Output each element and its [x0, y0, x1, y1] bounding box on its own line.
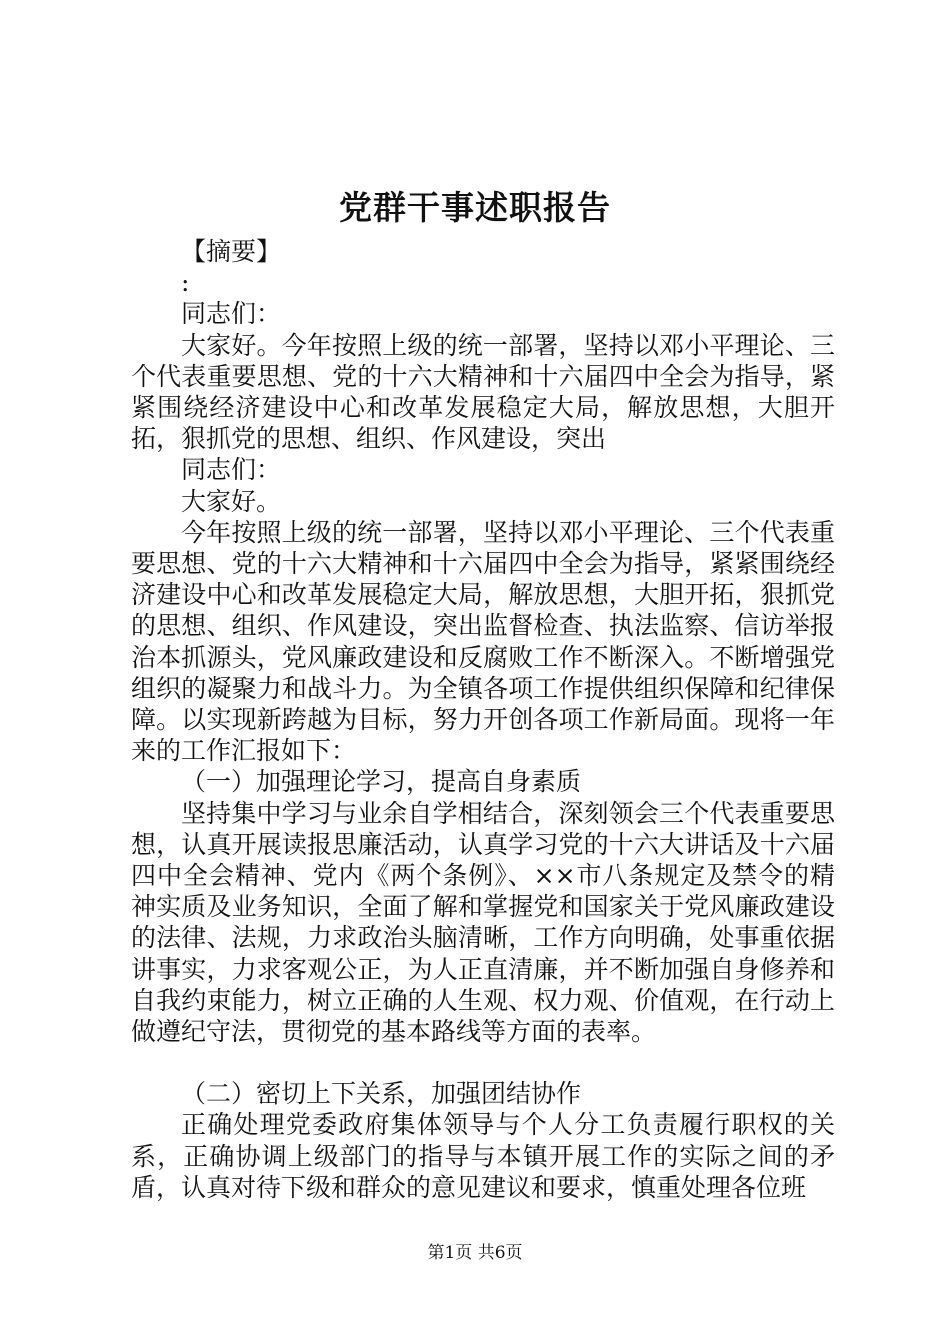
abstract-heading: 【摘要】 [181, 237, 282, 266]
abstract-colon: : [181, 268, 190, 298]
greeting: 大家好。 [181, 486, 282, 516]
section-paragraph-2: 正确处理党委政府集体领导与个人分工负责履行职权的关系，正确协调上级部门的指导与本镇开展工作的实际之间的矛盾，认真对待下级和群众的意见建议和要求，慎重处理各位班 [131, 1110, 835, 1202]
salutation-repeat: 同志们： [181, 455, 282, 485]
section-paragraph-1: 坚持集中学习与业余自学相结合，深刻领会三个代表重要思想，认真开展读报思廉活动，认真学习党的十六大讲话及十六届四中全会精神、党内《两个条例》、××市八条规定及禁令的精神实质及业务知识，全面了解和掌握党和国家关于党风廉政建设的法律、法规，力求政治头脑清晰，工作方向明确，处事重依据讲事实，力求客观公正，为人正直清廉，并不断加强自身修养和自我约束能力，树立正确的人生观、权力观、价值观，在行动上做遵纪守法，贯彻党的基本路线等方面的表率。 [131, 798, 835, 1047]
abstract-paragraph: 大家好。今年按照上级的统一部署，坚持以邓小平理论、三个代表重要思想、党的十六大精神和十六届四中全会为指导，紧紧围绕经济建设中心和改革发展稳定大局，解放思想，大胆开拓，狠抓党的思想、组织、作风建设，突出 [131, 330, 835, 454]
section-heading-1: （一）加强理论学习，提高自身素质 [181, 767, 582, 797]
document-body [131, 236, 835, 1203]
salutation: 同志们： [181, 299, 282, 329]
document-title: 党群干事述职报告 [339, 188, 611, 227]
paragraph-spacer [131, 1047, 835, 1078]
intro-paragraph: 今年按照上级的统一部署，坚持以邓小平理论、三个代表重要思想、党的十六大精神和十六届四中全会为指导，紧紧围绕经济建设中心和改革发展稳定大局，解放思想，大胆开拓，狠抓党的思想、组织、作风建设，突出监督检查、执法监察、信访举报治本抓源头，党风廉政建设和反腐败工作不断深入。不断增强党组织的凝聚力和战斗力。为全镇各项工作提供组织保障和纪律保障。以实现新跨越为目标，努力开创各项工作新局面。现将一年来的工作汇报如下： [131, 517, 835, 766]
page-footer: 第1页 共6页 [427, 1243, 523, 1263]
section-heading-2: （二）密切上下关系，加强团结协作 [181, 1079, 582, 1109]
